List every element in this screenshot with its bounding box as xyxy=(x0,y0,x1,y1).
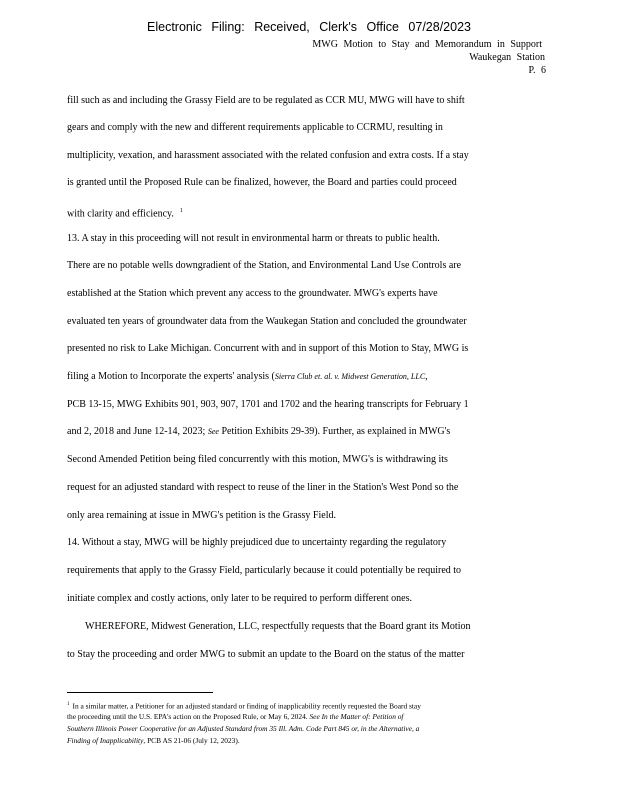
footnote-citation: See In the Matter of: Petition of xyxy=(309,712,404,721)
footnote-separator xyxy=(67,692,213,693)
see-signal: See xyxy=(207,427,219,436)
body-line: request for an adjusted standard with respect to reuse of the liner in the Station's West Pond so the xyxy=(67,482,459,493)
body-line: to Stay the proceeding and order MWG to submit an update to the Board on the status of the matter xyxy=(67,649,465,660)
body-line: PCB 13-15, MWG Exhibits 901, 903, 907, 1701 and 1702 and the hearing transcripts for February 1 xyxy=(67,399,469,410)
paragraph-14-start: 14. Without a stay, MWG will be highly prejudiced due to uncertainty regarding the regulatory xyxy=(67,537,447,548)
footnote-text: In a similar matter, a Petitioner for an adjusted standard or finding of inapplicability recently requested the Board stay xyxy=(72,701,421,711)
body-line: only area remaining at issue in MWG's petition is the Grassy Field. xyxy=(67,510,336,521)
body-text: filing a Motion to Incorporate the experts' analysis ( xyxy=(67,371,275,382)
body-text: with clarity and efficiency. xyxy=(67,208,174,220)
body-line xyxy=(67,371,557,383)
footnote-number: 1 xyxy=(67,702,70,707)
footnote xyxy=(67,700,543,711)
header-title: MWG Motion to Stay and Memorandum in Support xyxy=(312,39,542,50)
footnote-text: the proceeding until the U.S. EPA's action on the Proposed Rule, or May 6, 2024. xyxy=(67,712,308,721)
footnote-citation: Finding of Inapplicability xyxy=(67,736,144,745)
paragraph-13-start: 13. A stay in this proceeding will not result in environmental harm or threats to public health. xyxy=(67,233,440,244)
page-number: P. 6 xyxy=(528,65,546,76)
body-line xyxy=(67,205,557,220)
footnote-line xyxy=(67,712,543,722)
wherefore-clause: WHEREFORE, Midwest Generation, LLC, respectfully requests that the Board grant its Motion xyxy=(85,621,471,632)
body-line: fill such as and including the Grassy Field are to be regulated as CCR MU, MWG will have to shift xyxy=(67,95,465,106)
body-line: established at the Station which prevent any access to the groundwater. MWG's experts have xyxy=(67,288,438,299)
body-line: initiate complex and costly actions, only later to be required to perform different ones. xyxy=(67,593,412,604)
footnote-line xyxy=(67,736,543,746)
body-line: multiplicity, vexation, and harassment associated with the related confusion and extra costs. If a stay xyxy=(67,150,469,161)
body-line xyxy=(67,426,557,438)
body-line: Second Amended Petition being filed concurrently with this motion, MWG's is withdrawing its xyxy=(67,454,448,465)
body-text: , xyxy=(425,371,428,382)
body-line: evaluated ten years of groundwater data from the Waukegan Station and concluded the groundwater xyxy=(67,316,467,327)
body-line: presented no risk to Lake Michigan. Concurrent with and in support of this Motion to Stay, MWG is xyxy=(67,343,469,354)
case-citation: Sierra Club et. al. v. Midwest Generation, LLC xyxy=(274,372,426,381)
filing-stamp: Electronic Filing: Received, Clerk's Office 07/28/2023 xyxy=(147,20,471,34)
header-station: Waukegan Station xyxy=(469,52,545,63)
body-line: is granted until the Proposed Rule can be finalized, however, the Board and parties could proceed xyxy=(67,177,457,188)
body-line: requirements that apply to the Grassy Field, particularly because it could potentially be required to xyxy=(67,565,462,576)
footnote-citation: Southern Illinois Power Cooperative for an Adjusted Standard from 35 Ill. Adm. Code Part 845 or, in the Alternative, a xyxy=(67,724,420,733)
footnote-text: , PCB AS 21-06 (July 12, 2023). xyxy=(143,736,240,745)
body-line: gears and comply with the new and different requirements applicable to CCRMU, resulting in xyxy=(67,122,443,133)
body-text: Petition Exhibits 29-39). Further, as explained in MWG's xyxy=(221,426,451,437)
body-text: and 2, 2018 and June 12-14, 2023; xyxy=(67,426,206,437)
body-line: There are no potable wells downgradient of the Station, and Environmental Land Use Controls are xyxy=(67,260,462,271)
footnote-reference[interactable]: 1 xyxy=(179,208,183,214)
